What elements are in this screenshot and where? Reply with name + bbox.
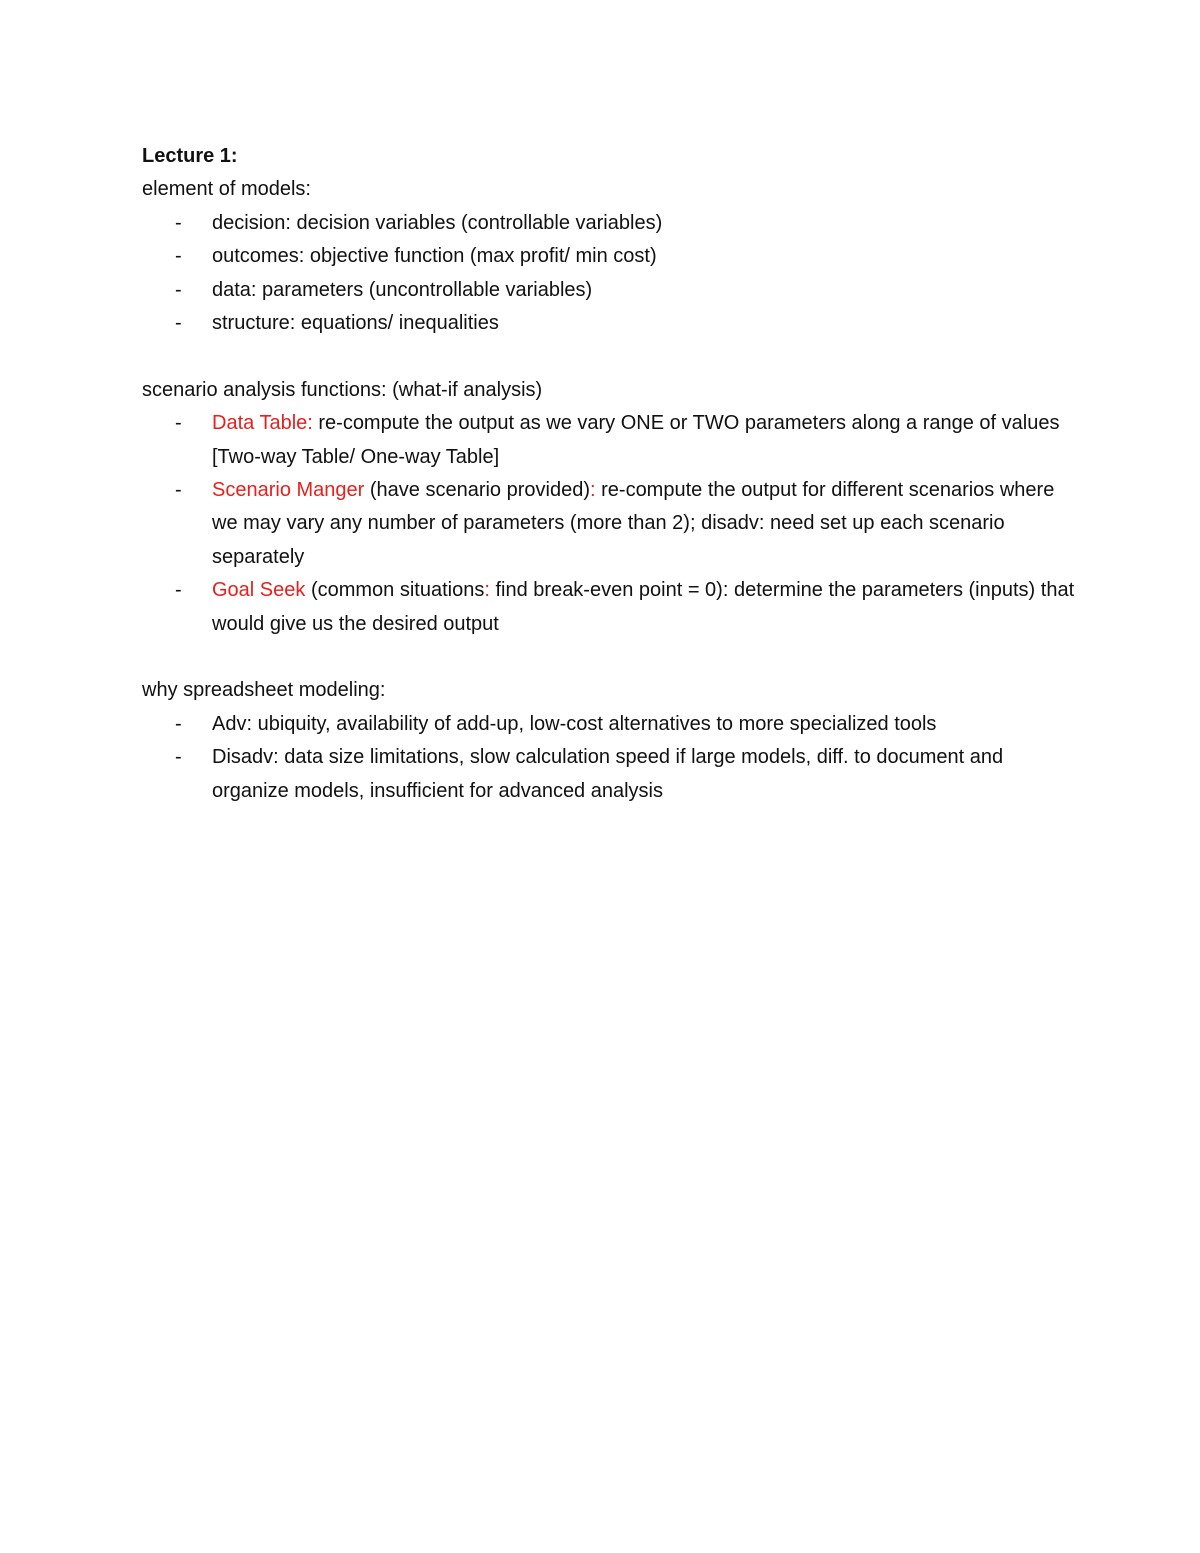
list-item-text: outcomes: objective function (max profit/ min cost) [212,245,657,268]
dash-bullet: - [175,712,182,735]
red-colon: : [484,579,490,602]
dash-bullet: - [175,312,182,335]
list-item [142,708,1082,741]
spacer [142,340,1082,373]
section-title-scenario: scenario analysis functions: (what-if analysis) [142,378,543,401]
list-item-text: re-compute the output as we vary ONE or TWO parameters along a range of values [Two-way Table/ One-way Table] [212,412,1060,468]
section-title-spreadsheet: why spreadsheet modeling: [142,679,386,702]
list-item-note: (have scenario provided) [364,479,590,502]
list-item-text: re-compute the output for different scenarios where we may vary any number of parameters (more than 2); disadv: need set up each scenario separately [212,479,1055,568]
term-goal-seek: Goal Seek [212,579,306,602]
section-title-elements: element of models: [142,178,311,201]
list-item-scenario-manager [142,474,1082,574]
dash-bullet: - [175,245,182,268]
spacer [142,641,1082,674]
list-item-text: find break-even point = 0): determine the parameters (inputs) that would give us the desired output [212,579,1075,635]
list-item [142,307,1082,340]
red-colon: : [590,479,596,502]
term-data-table: Data Table: [212,412,313,435]
list-item [142,240,1082,273]
list-item [142,274,1082,307]
document-body [142,140,1082,808]
elements-list [142,207,1082,341]
list-item-data-table [142,407,1082,474]
dash-bullet: - [175,278,182,301]
dash-bullet: - [175,746,182,769]
lecture-heading: Lecture 1: [142,145,238,167]
spreadsheet-list [142,708,1082,808]
list-item-text: decision: decision variables (controllable variables) [212,211,663,234]
list-item-text: Disadv: data size limitations, slow calculation speed if large models, diff. to document and organize models, insufficient for advanced analysis [212,746,1004,802]
dash-bullet: - [175,412,182,435]
dash-bullet: - [175,579,182,602]
list-item-text: data: parameters (uncontrollable variables) [212,278,593,301]
dash-bullet: - [175,211,182,234]
list-item-goal-seek [142,574,1082,641]
dash-bullet: - [175,479,182,502]
list-item-note: (common situations [305,579,485,602]
list-item [142,741,1082,808]
list-item [142,207,1082,240]
term-scenario-manager: Scenario Manger [212,479,365,502]
list-item-text: Adv: ubiquity, availability of add-up, low-cost alternatives to more specialized tools [212,712,937,735]
scenario-functions-list [142,407,1082,641]
list-item-text: structure: equations/ inequalities [212,312,499,335]
